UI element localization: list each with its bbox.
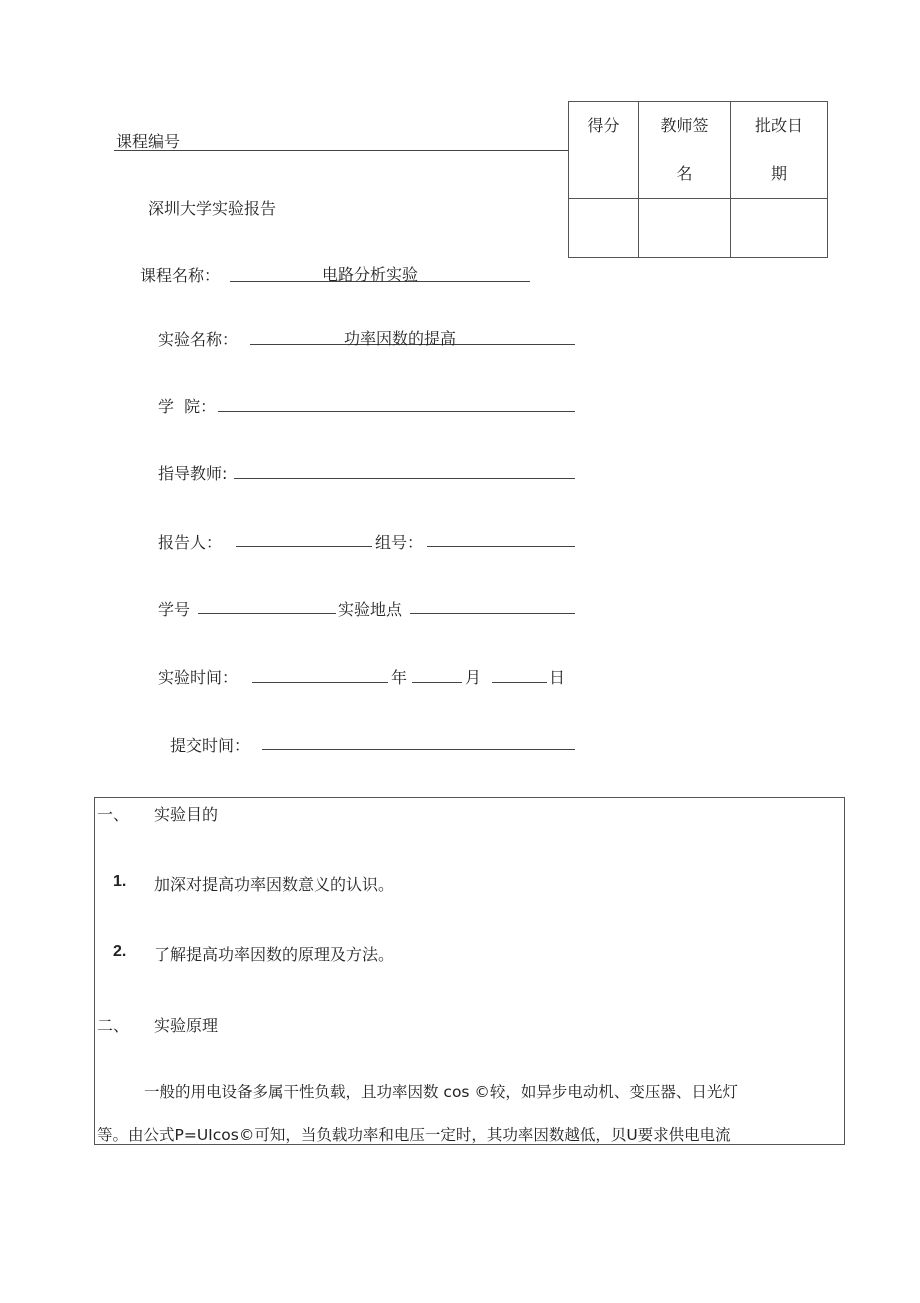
item2-text: 了解提高功率因数的原理及方法。 <box>154 945 395 964</box>
principle-paragraph-line1: 一般的用电设备多属干性负载，且功率因数 cos ©较，如异步电动机、变压器、日光灯 <box>144 1083 738 1101</box>
experiment-month-field[interactable] <box>412 682 462 683</box>
experiment-name-label: 实验名称： <box>158 330 239 349</box>
grading-date-cell[interactable] <box>731 199 828 258</box>
item2-number: 2. <box>113 943 127 960</box>
section1-number: 一、 <box>97 805 130 824</box>
course-name-label: 课程名称： <box>140 266 221 285</box>
reporter-label: 报告人： <box>158 533 223 552</box>
score-table <box>568 101 828 258</box>
submit-time-label: 提交时间： <box>170 736 251 755</box>
section2-number: 二、 <box>97 1016 130 1035</box>
section1-title: 实验目的 <box>154 805 219 824</box>
location-label: 实验地点 <box>338 600 403 619</box>
score-header-cell: 得分 <box>569 102 639 199</box>
advisor-label: 指导教师: <box>158 464 228 483</box>
teacher-sign-cell[interactable] <box>639 199 731 258</box>
year-label: 年 <box>391 668 408 687</box>
section2-title: 实验原理 <box>154 1016 219 1035</box>
location-field[interactable] <box>410 613 575 614</box>
group-field[interactable] <box>427 546 575 547</box>
day-label: 日 <box>549 668 566 687</box>
item1-text: 加深对提高功率因数意义的认识。 <box>154 875 395 894</box>
teacher-sign-header-cell: 教师签 名 <box>639 102 731 199</box>
reporter-field[interactable] <box>236 546 372 547</box>
course-name-value[interactable]: 电路分析实验 <box>321 265 418 284</box>
course-code-underline <box>114 150 568 151</box>
group-label: 组号： <box>375 533 424 552</box>
experiment-time-label: 实验时间： <box>158 668 239 687</box>
course-code-label: 课程编号 <box>116 132 181 151</box>
experiment-day-field[interactable] <box>492 682 547 683</box>
content-box <box>94 797 845 1145</box>
advisor-field[interactable] <box>234 478 575 479</box>
month-label: 月 <box>465 668 482 687</box>
item1-number: 1. <box>113 873 127 890</box>
experiment-year-field[interactable] <box>252 682 388 683</box>
principle-paragraph-line2: 等。由公式P=UIcos©可知，当负载功率和电压一定时，其功率因数越低，贝U要求供电电流 <box>97 1126 731 1144</box>
score-cell[interactable] <box>569 199 639 258</box>
submit-time-field[interactable] <box>262 749 575 750</box>
grading-date-header-cell: 批改日 期 <box>731 102 828 199</box>
student-id-field[interactable] <box>198 613 336 614</box>
college-field[interactable] <box>218 411 575 412</box>
experiment-name-value[interactable]: 功率因数的提高 <box>343 329 456 348</box>
report-title: 深圳大学实验报告 <box>148 199 277 218</box>
college-label: 学 院： <box>158 397 217 416</box>
student-id-label: 学号 <box>158 600 191 619</box>
